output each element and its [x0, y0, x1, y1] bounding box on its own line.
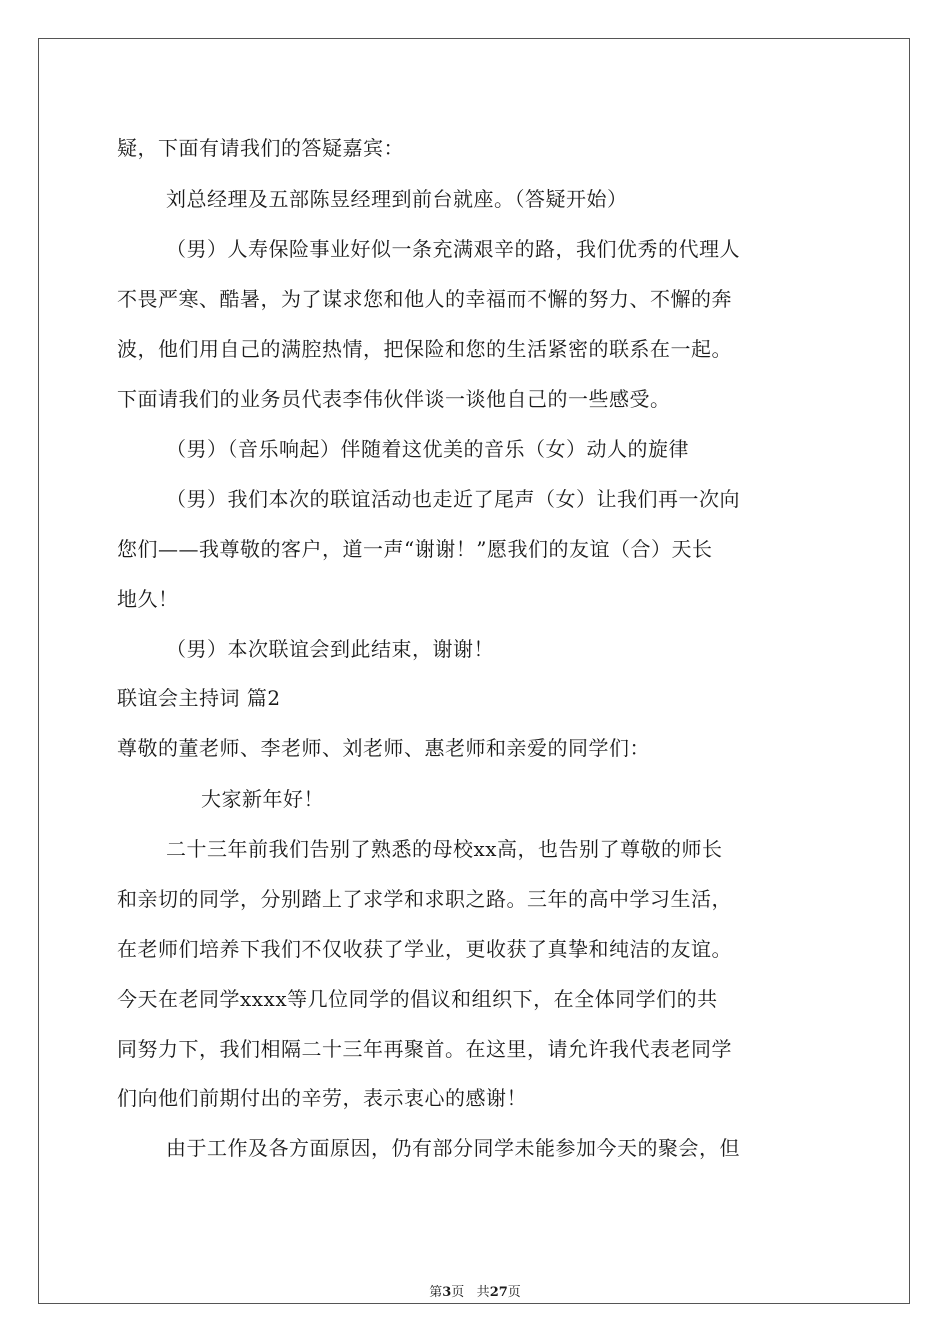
text-line: 同努力下，我们相隔二十三年再聚首。在这里，请允许我代表老同学 [117, 1037, 732, 1061]
text-line: 下面请我们的业务员代表李伟伙伴谈一谈他自己的一些感受。 [117, 387, 671, 411]
text-line: （男）我们本次的联谊活动也走近了尾声（女）让我们再一次向 [166, 487, 740, 511]
text-line: 疑，下面有请我们的答疑嘉宾： [117, 136, 404, 160]
text-line: （男）人寿保险事业好似一条充满艰辛的路，我们优秀的代理人 [166, 237, 740, 261]
page-number: 3 [442, 1285, 452, 1300]
text-line: 波，他们用自己的满腔热情，把保险和您的生活紧密的联系在一起。 [117, 337, 732, 361]
salutation: 尊敬的董老师、李老师、刘老师、惠老师和亲爱的同学们： [117, 736, 650, 760]
text-line: 和亲切的同学，分别踏上了求学和求职之路。三年的高中学习生活， [117, 887, 732, 911]
text-line: （男）（音乐响起）伴随着这优美的音乐（女）动人的旋律 [166, 437, 689, 461]
text-line: 您们——我尊敬的客户，道一声“谢谢！”愿我们的友谊（合）天长 [117, 537, 713, 561]
greeting: 大家新年好！ [201, 787, 324, 811]
text-line: （男）本次联谊会到此结束，谢谢！ [166, 637, 494, 661]
text-line: 二十三年前我们告别了熟悉的母校xx高，也告别了尊敬的师长 [166, 837, 723, 861]
total-pages: 27 [489, 1285, 508, 1300]
total-suffix: 页 [507, 1285, 521, 1300]
page-prefix: 第 [429, 1285, 443, 1300]
document-page [38, 38, 910, 1304]
page-footer [39, 1285, 911, 1301]
text-line: 在老师们培养下我们不仅收获了学业，更收获了真挚和纯洁的友谊。 [117, 937, 732, 961]
text-line: 由于工作及各方面原因，仍有部分同学未能参加今天的聚会，但 [166, 1136, 740, 1160]
text-line: 们向他们前期付出的辛劳，表示衷心的感谢！ [117, 1086, 527, 1110]
text-line: 不畏严寒、酷暑，为了谋求您和他人的幸福而不懈的努力、不懈的奔 [117, 287, 732, 311]
section-heading: 联谊会主持词 篇2 [117, 686, 281, 710]
text-line: 刘总经理及五部陈昱经理到前台就座。（答疑开始） [166, 187, 628, 211]
text-line: 地久！ [117, 587, 179, 611]
page-suffix: 页 [451, 1285, 465, 1300]
total-prefix: 共 [476, 1285, 490, 1300]
text-line: 今天在老同学xxxx等几位同学的倡议和组织下，在全体同学们的共 [117, 987, 718, 1011]
